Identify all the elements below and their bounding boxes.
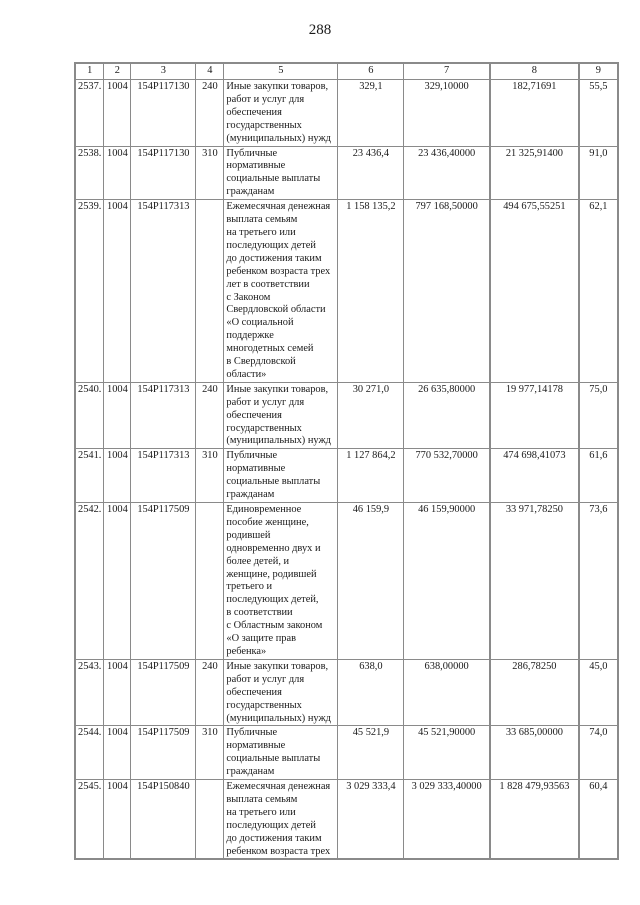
table-row xyxy=(75,382,618,449)
expense-type-code xyxy=(196,503,224,660)
value-col7: 46 159,90000 xyxy=(404,503,490,660)
target-article-code: 154P150840 xyxy=(131,780,196,860)
expense-type-code: 310 xyxy=(196,449,224,503)
value-col7: 23 436,40000 xyxy=(404,146,490,200)
column-header: 7 xyxy=(404,63,490,80)
column-header: 2 xyxy=(104,63,131,80)
table-row xyxy=(75,780,618,860)
value-col8: 494 675,55251 xyxy=(490,200,579,383)
expense-name: Иные закупки товаров, работ и услуг для обеспечения государственных (муниципальных) нужд xyxy=(224,382,338,449)
value-col9: 91,0 xyxy=(579,146,618,200)
target-article-code: 154P117509 xyxy=(131,659,196,726)
column-header: 4 xyxy=(196,63,224,80)
table-row xyxy=(75,200,618,383)
column-header: 3 xyxy=(131,63,196,80)
page-number: 288 xyxy=(308,22,332,38)
value-col9: 74,0 xyxy=(579,726,618,780)
row-number: 2543. xyxy=(75,659,104,726)
row-number: 2542. xyxy=(75,503,104,660)
value-col9: 55,5 xyxy=(579,80,618,147)
target-article-code: 154P117130 xyxy=(131,146,196,200)
value-col7: 3 029 333,40000 xyxy=(404,780,490,860)
expense-type-code xyxy=(196,200,224,383)
value-col6: 30 271,0 xyxy=(338,382,404,449)
value-col9: 45,0 xyxy=(579,659,618,726)
section-code: 1004 xyxy=(104,503,131,660)
value-col9: 60,4 xyxy=(579,780,618,860)
value-col9: 75,0 xyxy=(579,382,618,449)
expense-name: Иные закупки товаров, работ и услуг для обеспечения государственных (муниципальных) нужд xyxy=(224,659,338,726)
value-col7: 26 635,80000 xyxy=(404,382,490,449)
column-header: 1 xyxy=(75,63,104,80)
value-col7: 770 532,70000 xyxy=(404,449,490,503)
budget-table xyxy=(74,62,619,860)
column-header: 6 xyxy=(338,63,404,80)
value-col8: 33 685,00000 xyxy=(490,726,579,780)
table-row xyxy=(75,503,618,660)
table-row xyxy=(75,146,618,200)
value-col8: 21 325,91400 xyxy=(490,146,579,200)
row-number: 2537. xyxy=(75,80,104,147)
expense-type-code: 240 xyxy=(196,382,224,449)
value-col6: 329,1 xyxy=(338,80,404,147)
value-col8: 182,71691 xyxy=(490,80,579,147)
value-col6: 46 159,9 xyxy=(338,503,404,660)
section-code: 1004 xyxy=(104,659,131,726)
value-col8: 33 971,78250 xyxy=(490,503,579,660)
value-col7: 329,10000 xyxy=(404,80,490,147)
table-row xyxy=(75,659,618,726)
row-number: 2544. xyxy=(75,726,104,780)
section-code: 1004 xyxy=(104,726,131,780)
value-col6: 638,0 xyxy=(338,659,404,726)
expense-name: Публичные нормативные социальные выплаты гражданам xyxy=(224,449,338,503)
target-article-code: 154P117313 xyxy=(131,382,196,449)
column-header: 8 xyxy=(490,63,579,80)
value-col9: 73,6 xyxy=(579,503,618,660)
row-number: 2539. xyxy=(75,200,104,383)
section-code: 1004 xyxy=(104,200,131,383)
value-col9: 62,1 xyxy=(579,200,618,383)
value-col6: 23 436,4 xyxy=(338,146,404,200)
expense-name: Ежемесячная денежная выплата семьям на третьего или последующих детей до достижения таким ребенком возраста трех лет в соответствии с Законом Свердловской области «О социальной поддержке многодетных семей в Свердловской области» xyxy=(224,200,338,383)
row-number: 2541. xyxy=(75,449,104,503)
expense-name: Иные закупки товаров, работ и услуг для обеспечения государственных (муниципальных) нужд xyxy=(224,80,338,147)
expense-type-code: 310 xyxy=(196,726,224,780)
expense-type-code: 240 xyxy=(196,80,224,147)
value-col7: 638,00000 xyxy=(404,659,490,726)
value-col6: 1 158 135,2 xyxy=(338,200,404,383)
row-number: 2538. xyxy=(75,146,104,200)
target-article-code: 154P117313 xyxy=(131,200,196,383)
target-article-code: 154P117313 xyxy=(131,449,196,503)
section-code: 1004 xyxy=(104,449,131,503)
table-row xyxy=(75,80,618,147)
value-col8: 19 977,14178 xyxy=(490,382,579,449)
expense-name: Публичные нормативные социальные выплаты гражданам xyxy=(224,146,338,200)
target-article-code: 154P117509 xyxy=(131,726,196,780)
row-number: 2545. xyxy=(75,780,104,860)
expense-name: Публичные нормативные социальные выплаты гражданам xyxy=(224,726,338,780)
value-col8: 474 698,41073 xyxy=(490,449,579,503)
row-number: 2540. xyxy=(75,382,104,449)
expense-type-code: 240 xyxy=(196,659,224,726)
section-code: 1004 xyxy=(104,382,131,449)
table-row xyxy=(75,449,618,503)
column-header: 5 xyxy=(224,63,338,80)
target-article-code: 154P117509 xyxy=(131,503,196,660)
value-col8: 286,78250 xyxy=(490,659,579,726)
section-code: 1004 xyxy=(104,780,131,860)
table-row xyxy=(75,726,618,780)
value-col6: 1 127 864,2 xyxy=(338,449,404,503)
header-row xyxy=(75,63,618,80)
value-col6: 3 029 333,4 xyxy=(338,780,404,860)
column-header: 9 xyxy=(579,63,618,80)
section-code: 1004 xyxy=(104,80,131,147)
value-col9: 61,6 xyxy=(579,449,618,503)
expense-type-code xyxy=(196,780,224,860)
section-code: 1004 xyxy=(104,146,131,200)
target-article-code: 154P117130 xyxy=(131,80,196,147)
value-col7: 45 521,90000 xyxy=(404,726,490,780)
value-col8: 1 828 479,93563 xyxy=(490,780,579,860)
expense-name: Ежемесячная денежная выплата семьям на третьего или последующих детей до достижения таким ребенком возраста трех xyxy=(224,780,338,860)
expense-name: Единовременное пособие женщине, родившей одновременно двух и более детей, и женщине, родившей третьего и последующих детей, в соответствии с Областным законом «О защите прав ребенка» xyxy=(224,503,338,660)
expense-type-code: 310 xyxy=(196,146,224,200)
value-col7: 797 168,50000 xyxy=(404,200,490,383)
value-col6: 45 521,9 xyxy=(338,726,404,780)
